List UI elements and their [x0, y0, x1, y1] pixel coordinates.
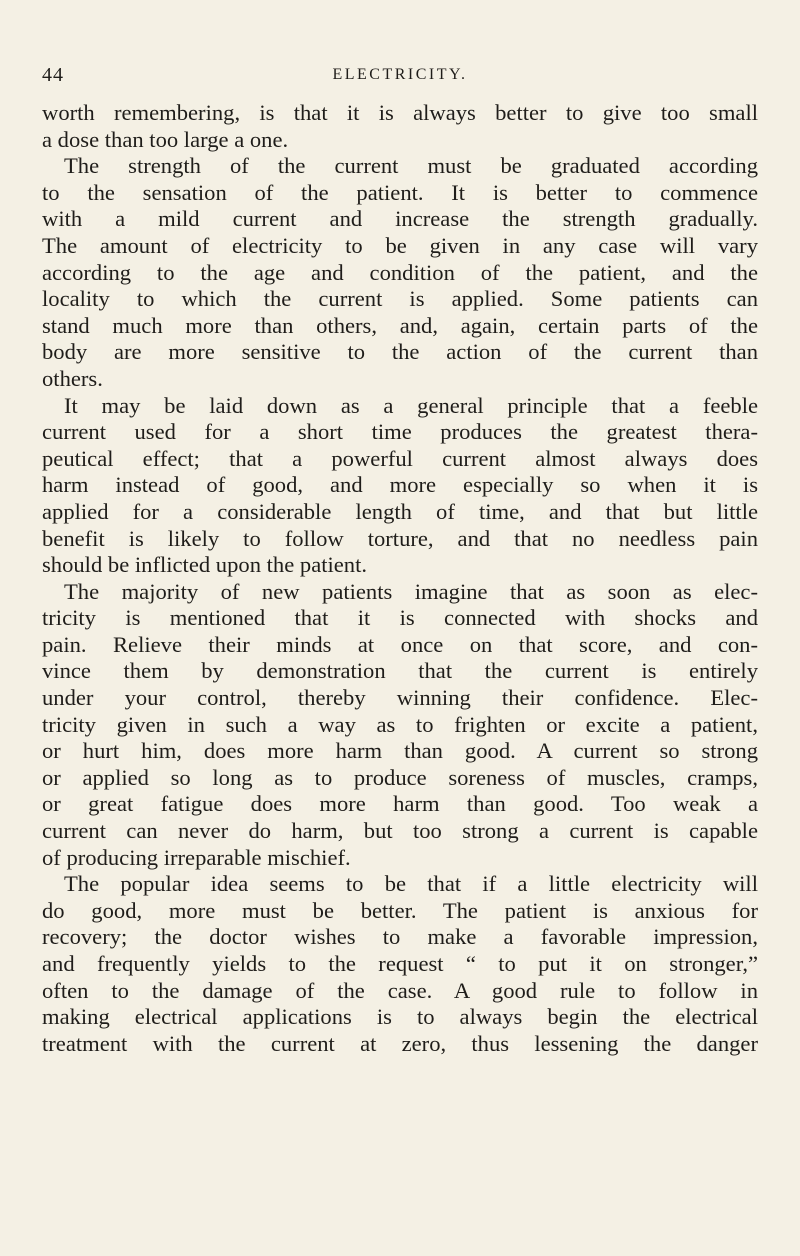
- text-line: body are more sensitive to the action of the current than: [42, 339, 758, 365]
- text-line: It may be laid down as a general principle that a feeble: [64, 392, 758, 418]
- text-line: others.: [42, 365, 103, 391]
- page-header: [42, 64, 758, 90]
- text-line: should be inflicted upon the patient.: [42, 552, 368, 578]
- body-text: [42, 100, 758, 1057]
- text-line: or great fatigue does more harm than good. Too weak a: [42, 791, 758, 817]
- text-line: under your control, thereby winning their confidence. Elec-: [42, 685, 758, 711]
- text-line: or applied so long as to produce soreness of muscles, cramps,: [42, 764, 758, 790]
- text-line: often to the damage of the case. A good rule to follow in: [42, 977, 758, 1003]
- text-line: The majority of new patients imagine that as soon as elec-: [64, 578, 758, 604]
- text-line: worth remembering, is that it is always better to give too small: [42, 100, 758, 125]
- text-line: of producing irreparable mischief.: [42, 844, 351, 870]
- text-line: and frequently yields to the request “ to put it on stronger,”: [42, 951, 758, 976]
- text-line: The popular idea seems to be that if a little electricity will: [64, 871, 758, 897]
- text-line: according to the age and condition of the patient, and the: [42, 259, 758, 285]
- text-line: vince them by demonstration that the current is entirely: [42, 658, 758, 684]
- text-line: locality to which the current is applied. Some patients can: [42, 286, 758, 312]
- text-line: The amount of electricity to be given in any case will vary: [42, 232, 758, 258]
- text-line: current used for a short time produces the greatest thera-: [42, 419, 758, 445]
- text-line: pain. Relieve their minds at once on that score, and con-: [42, 631, 758, 657]
- text-line: making electrical applications is to always begin the electrical: [42, 1004, 758, 1030]
- text-line: a dose than too large a one.: [42, 126, 289, 152]
- text-line: harm instead of good, and more especially so when it is: [42, 472, 758, 498]
- page-number: 44: [42, 64, 64, 86]
- text-line: tricity given in such a way as to frighten or excite a patient,: [42, 711, 758, 737]
- text-line: current can never do harm, but too strong a current is capable: [42, 818, 758, 844]
- text-line: recovery; the doctor wishes to make a favorable impression,: [42, 924, 758, 950]
- running-head: ELECTRICITY.: [332, 66, 468, 83]
- text-line: do good, more must be better. The patient is anxious for: [42, 897, 758, 923]
- text-line: stand much more than others, and, again, certain parts of the: [42, 312, 758, 338]
- text-line: benefit is likely to follow torture, and that no needless pain: [42, 525, 758, 551]
- text-line: or hurt him, does more harm than good. A current so strong: [42, 738, 758, 764]
- text-line: to the sensation of the patient. It is better to commence: [42, 179, 758, 205]
- text-line: treatment with the current at zero, thus lessening the danger: [42, 1030, 758, 1056]
- text-line: applied for a considerable length of time, and that but little: [42, 498, 758, 524]
- text-line: The strength of the current must be graduated according: [64, 153, 758, 179]
- text-line: peutical effect; that a powerful current almost always does: [42, 445, 758, 471]
- text-line: with a mild current and increase the strength gradually.: [42, 206, 758, 232]
- text-line: tricity is mentioned that it is connected with shocks and: [42, 605, 758, 631]
